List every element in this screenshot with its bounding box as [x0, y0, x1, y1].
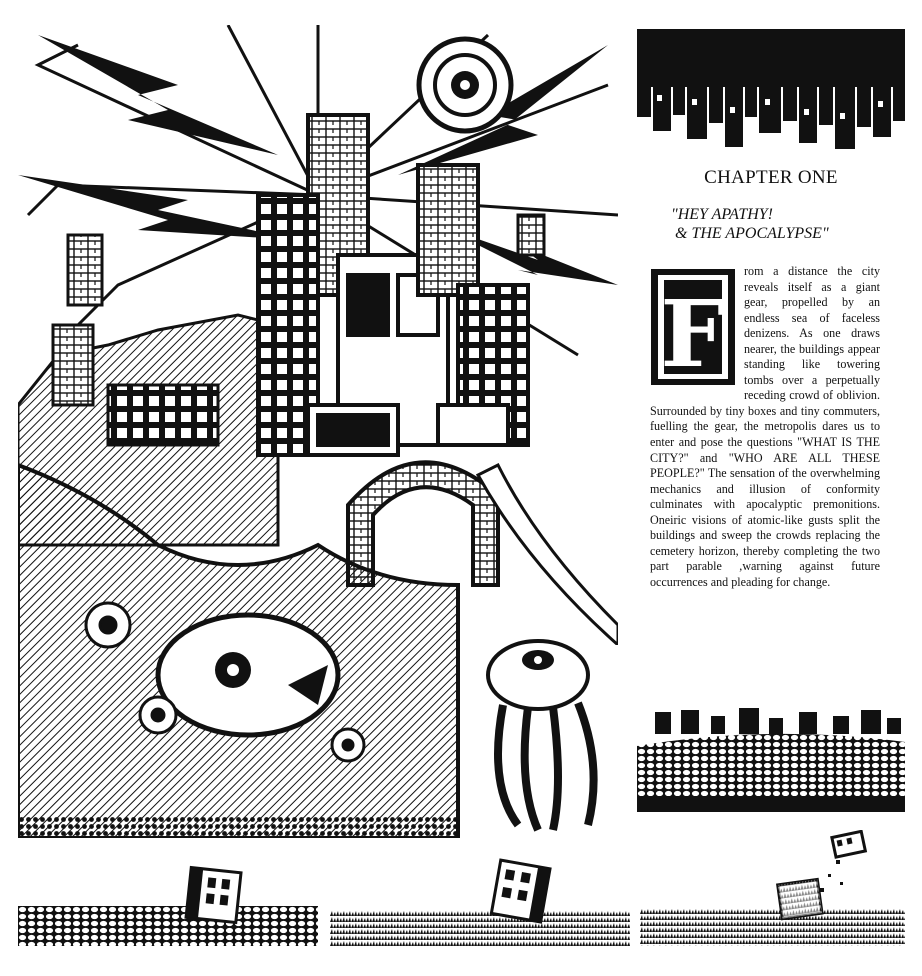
chapter-body: [650, 264, 880, 590]
small-tower: [518, 215, 544, 255]
debris: [820, 860, 843, 892]
dragon-creature: [158, 615, 338, 735]
tilted-building-panel-1: [18, 850, 318, 946]
subtitle-line-2: & THE APOCALYPSE": [675, 225, 829, 242]
tilted-building-panel-3: [640, 830, 905, 946]
subtitle-line-1: "HEY APATHY!: [671, 206, 773, 223]
flying-building: [832, 831, 866, 857]
grass-ground: [640, 908, 905, 946]
skyline-strip: [637, 29, 905, 155]
city-gear-illustration: [18, 25, 618, 838]
chapter-title: CHAPTER ONE: [704, 167, 838, 188]
tilted-building: [186, 868, 241, 923]
crowd-base: [637, 796, 905, 812]
grass-ground: [330, 910, 630, 946]
crowd-heads: [637, 734, 905, 798]
hanging-buildings: [637, 87, 905, 149]
drop-cap-letter: F: [660, 280, 726, 386]
left-building: [108, 385, 218, 445]
chapter-subtitle: [663, 205, 905, 243]
left-tower: [68, 235, 102, 305]
crowd-horizon: [637, 706, 905, 812]
left-tower: [53, 325, 93, 405]
crowd-ground: [18, 906, 318, 946]
cyclops-octopus: [468, 641, 618, 838]
ground-rubble: [18, 815, 458, 838]
tilted-building: [491, 860, 550, 922]
distant-skyline: [655, 708, 901, 734]
tilted-building-panel-2: [330, 850, 630, 946]
spiral-eye-sun: [419, 39, 511, 131]
stone-arch: [348, 462, 498, 585]
collapsing-building: [778, 879, 822, 918]
chapter-body-text: rom a distance the city reveals itself as a giant gear, propelled by an endless sea of faceless denizens. As one draws nearer, the buildings appear standing like towering tombs over a perpetually receding crowd of oblivion. Surrounded by tiny boxes and tiny commuters, fuelling the gear, the metropolis dares us to enter and pose the questions "WHAT IS THE CITY?" and "WHO ARE ALL THESE PEOPLE?" The sensation of the overwhelming mechanics and illusion of conformity culminates with apocalyptic premonitions. Oneiric visions of atomic-like gusts split the buildings and sweep the crowds replacing the cemetery horizon, thereby completing the two part parable ,warning against future occurrences and pleading for change.: [650, 264, 880, 589]
